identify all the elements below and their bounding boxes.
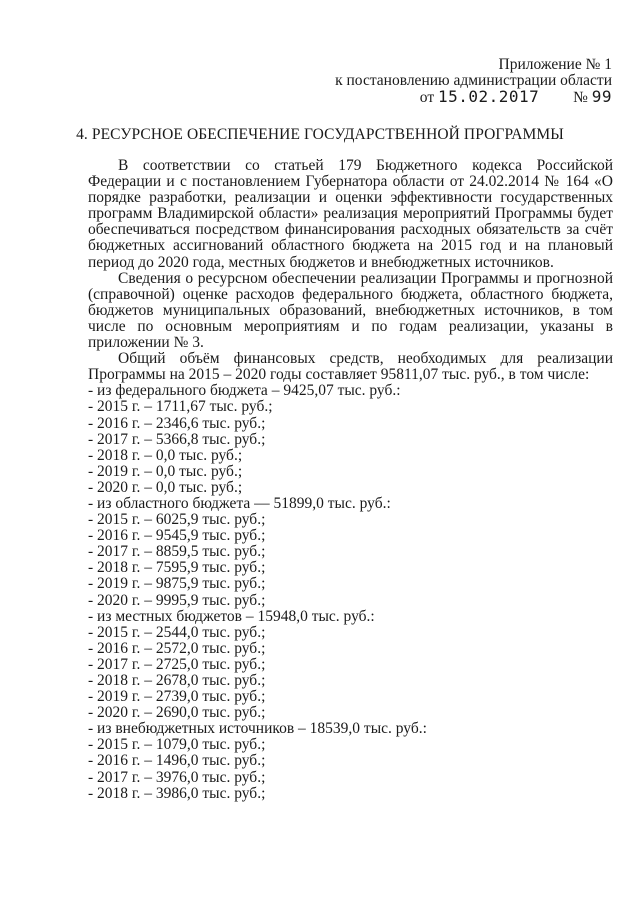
funding-line: - 2015 г. – 2544,0 тыс. руб.; [88,623,266,641]
appendix-number: Приложение № 1 [498,56,612,73]
paragraph-legal-basis: В соответствии со статьей 179 Бюджетного кодекса Российской Федерации и с постановлением Губернатора области от 24.02.2014 № 164 «О порядке разработки, реализации и оценки эффективности государственных программ Владимирской области» реализация мероприятий Программы будет обеспечиваться посредством финансирования расходных обязательств за счёт бюджетных ассигнований областного бюджета на 2015 год и на плановый период до 2020 года, местных бюджетов и внебюджетных источников. [88,157,613,271]
paragraph-resource-info: Сведения о ресурсном обеспечении реализации Программы и прогнозной (справочной) оценке расходов федерального бюджета, областного бюджета, бюджетов муниципальных образований, внебюджетных источников, в том числе по основным мероприятиям и по годам реализации, указаны в приложении № 3. [88,269,613,352]
funding-line: - 2017 г. – 8859,5 тыс. руб.; [88,543,266,561]
funding-line: - 2020 г. – 2690,0 тыс. руб.; [88,704,266,722]
decree-number: 99 [591,87,612,106]
funding-line: - 2015 г. – 1079,0 тыс. руб.; [88,736,266,754]
funding-line: - 2019 г. – 9875,9 тыс. руб.; [88,575,266,593]
funding-line: - 2018 г. – 3986,0 тыс. руб.; [88,784,266,802]
funding-line: - 2018 г. – 2678,0 тыс. руб.; [88,672,266,689]
funding-line: - 2017 г. – 2725,0 тыс. руб.; [88,655,266,673]
appendix-header [335,57,612,106]
funding-line: - 2018 г. – 7595,9 тыс. руб.; [88,559,266,577]
funding-line: - 2015 г. – 1711,67 тыс. руб.; [88,398,273,416]
section-title: 4. РЕСУРСНОЕ ОБЕСПЕЧЕНИЕ ГОСУДАРСТВЕННОЙ ПРОГРАММЫ [76,126,564,143]
funding-line: - 2016 г. – 2346,6 тыс. руб.; [88,414,266,432]
decree-reference: к постановлению администрации области [335,72,612,89]
funding-line: - 2017 г. – 5366,8 тыс. руб.; [88,430,266,448]
funding-line: - 2016 г. – 9545,9 тыс. руб.; [88,527,266,545]
funding-line: - 2019 г. – 2739,0 тыс. руб.; [88,688,266,706]
funding-list [88,383,613,801]
decree-date-line [335,89,612,106]
date-prefix: от [419,89,435,106]
funding-line: - 2019 г. – 0,0 тыс. руб.; [88,462,243,480]
funding-line: - 2020 г. – 0,0 тыс. руб.; [88,478,243,496]
document-body [88,158,613,802]
funding-line: - из внебюджетных источников – 18539,0 тыс. руб.: [88,720,427,738]
funding-line: - 2017 г. – 3976,0 тыс. руб.; [88,768,266,786]
funding-line: - из федерального бюджета – 9425,07 тыс. руб.: [88,382,401,400]
funding-line: - 2015 г. – 6025,9 тыс. руб.; [88,511,266,529]
paragraph-total-volume: Общий объём финансовых средств, необходимых для реализации Программы на 2015 – 2020 годы составляет 95811,07 тыс. руб., в том числе: [88,350,613,384]
funding-line: - из местных бюджетов – 15948,0 тыс. руб.: [88,607,375,625]
number-prefix: № [573,89,588,106]
funding-line: - 2016 г. – 1496,0 тыс. руб.; [88,752,266,770]
funding-line: - 2018 г. – 0,0 тыс. руб.; [88,446,243,464]
funding-line: - 2016 г. – 2572,0 тыс. руб.; [88,639,266,657]
decree-date: 15.02.2017 [437,87,540,106]
funding-line: - 2020 г. – 9995,9 тыс. руб.; [88,591,266,609]
funding-line: - из областного бюджета — 51899,0 тыс. руб.: [88,494,391,512]
